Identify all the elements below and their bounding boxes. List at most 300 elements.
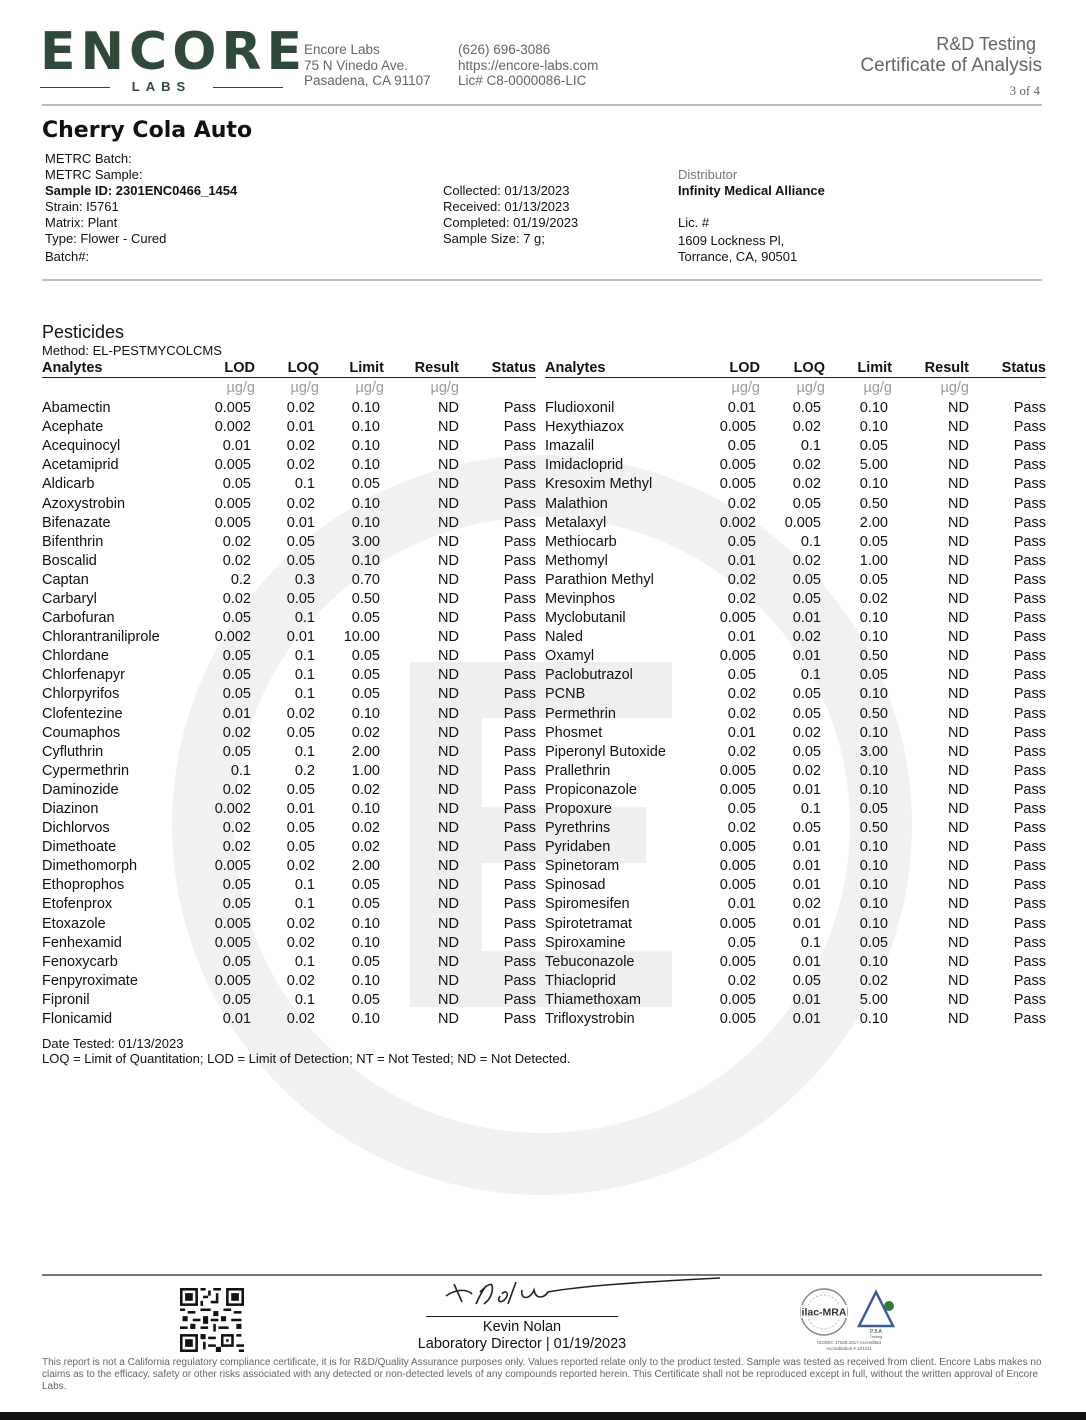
limit-value: 0.70 (351, 571, 380, 588)
table-row (42, 724, 536, 743)
analyte-name: Etofenprox (42, 896, 113, 913)
signer-name: Kevin Nolan (482, 1319, 562, 1335)
status-value: Pass (503, 1011, 536, 1028)
limit-value: 0.10 (351, 495, 380, 512)
result-value: ND (438, 419, 459, 436)
analyte-name: Abamectin (42, 400, 111, 417)
status-value: Pass (503, 743, 536, 760)
loq-value: 0.1 (800, 801, 821, 818)
loq-value: 0.02 (792, 457, 821, 474)
limit-value: 0.10 (351, 934, 380, 951)
limit-value: 0.05 (351, 877, 380, 894)
lod-value: 0.005 (719, 915, 756, 932)
analyte-name: Fenpyroximate (42, 972, 138, 989)
lod-value: 0.01 (727, 552, 756, 569)
lod-value: 0.02 (222, 781, 251, 798)
analyte-name: Daminozide (42, 781, 119, 798)
lod-value: 0.005 (719, 877, 756, 894)
limit-value: 0.05 (351, 648, 380, 665)
limit-value: 5.00 (859, 991, 888, 1008)
loq-value: 0.005 (784, 514, 821, 531)
loq-value: 0.05 (792, 686, 821, 703)
analyte-name: Hexythiazox (545, 419, 624, 436)
result-value: ND (438, 552, 459, 569)
analyte-name: Pyridaben (545, 839, 611, 856)
loq-value: 0.02 (286, 457, 315, 474)
lod-value: 0.05 (222, 648, 251, 665)
result-value: ND (438, 533, 459, 550)
loq-value: 0.02 (792, 552, 821, 569)
result-value: ND (948, 801, 969, 818)
table-row (42, 705, 536, 724)
analyte-name: Flonicamid (42, 1011, 113, 1028)
limit-value: 0.50 (859, 820, 888, 837)
limit-value: 0.05 (351, 667, 380, 684)
distributor-block (678, 167, 825, 265)
status-value: Pass (503, 400, 536, 417)
status-value: Pass (1013, 571, 1046, 588)
limit-value: 0.10 (859, 686, 888, 703)
lab-phone: (626) 696-3086 (458, 42, 551, 57)
lod-value: 0.005 (719, 610, 756, 627)
status-value: Pass (1013, 667, 1046, 684)
analyte-name: Chlorpyrifos (42, 686, 120, 703)
result-value: ND (948, 400, 969, 417)
analyte-name: Thiacloprid (545, 972, 616, 989)
result-value: ND (438, 514, 459, 531)
analyte-name: Thiamethoxam (545, 991, 641, 1008)
lod-value: 0.1 (230, 762, 251, 779)
sample-dates (443, 183, 578, 247)
status-value: Pass (1013, 610, 1046, 627)
strain: Strain: I5761 (45, 199, 119, 214)
status-value: Pass (1013, 629, 1046, 646)
result-value: ND (948, 743, 969, 760)
status-value: Pass (503, 953, 536, 970)
result-value: ND (948, 571, 969, 588)
limit-value: 0.02 (351, 781, 380, 798)
status-value: Pass (1013, 781, 1046, 798)
analyte-name: Myclobutanil (545, 610, 626, 627)
limit-value: 3.00 (351, 533, 380, 550)
loq-value: 0.05 (286, 533, 315, 550)
table-row (545, 494, 1046, 513)
report-type: R&D Testing (936, 34, 1036, 54)
loq-value: 0.02 (286, 915, 315, 932)
result-value: ND (948, 438, 969, 455)
analyte-name: Methiocarb (545, 533, 617, 550)
result-value: ND (948, 686, 969, 703)
table-row (545, 590, 1046, 609)
status-value: Pass (1013, 495, 1046, 512)
col-result: Result (384, 359, 459, 378)
table-row (42, 552, 536, 571)
result-value: ND (948, 667, 969, 684)
table-row (545, 514, 1046, 533)
analyte-name: Spiromesifen (545, 896, 630, 913)
analyte-name: Acequinocyl (42, 438, 121, 455)
loq-value: 0.02 (286, 705, 315, 722)
col-status: Status (459, 359, 536, 378)
col-limit: Limit (319, 359, 384, 378)
table-row (42, 876, 536, 895)
table-row (42, 857, 536, 876)
sample-type: Type: Flower - Cured (45, 231, 167, 246)
limit-value: 0.10 (859, 419, 888, 436)
sample-size: Sample Size: 7 g; (443, 231, 545, 246)
result-value: ND (438, 839, 459, 856)
result-value: ND (438, 476, 459, 493)
loq-value: 0.05 (286, 839, 315, 856)
status-value: Pass (503, 514, 536, 531)
loq-value: 0.05 (286, 552, 315, 569)
col-loq: LOQ (255, 359, 319, 378)
status-value: Pass (1013, 743, 1046, 760)
product-title: Cherry Cola Auto (42, 118, 253, 143)
qr-code-icon[interactable] (180, 1288, 244, 1352)
status-value: Pass (503, 648, 536, 665)
lod-value: 0.02 (727, 571, 756, 588)
table-row (545, 781, 1046, 800)
result-value: ND (438, 648, 459, 665)
status-value: Pass (1013, 476, 1046, 493)
status-value: Pass (503, 877, 536, 894)
lod-value: 0.005 (214, 915, 251, 932)
lod-value: 0.005 (214, 400, 251, 417)
loq-value: 0.1 (294, 610, 315, 627)
lab-address-line1: 75 N Vinedo Ave. (304, 57, 408, 73)
unit-cell (969, 378, 1046, 400)
loq-value: 0.1 (800, 934, 821, 951)
status-value: Pass (503, 495, 536, 512)
analyte-name: Prallethrin (545, 762, 611, 779)
lod-value: 0.05 (222, 686, 251, 703)
status-value: Pass (1013, 858, 1046, 875)
status-value: Pass (1013, 972, 1046, 989)
loq-value: 0.01 (286, 514, 315, 531)
lod-value: 0.01 (727, 400, 756, 417)
lod-value: 0.02 (222, 839, 251, 856)
result-value: ND (948, 858, 969, 875)
svg-text:PJLA: PJLA (870, 1329, 882, 1335)
status-value: Pass (1013, 820, 1046, 837)
table-row (42, 800, 536, 819)
status-value: Pass (503, 667, 536, 684)
lod-value: 0.01 (222, 438, 251, 455)
result-value: ND (438, 610, 459, 627)
limit-value: 0.10 (859, 915, 888, 932)
limit-value: 0.10 (351, 705, 380, 722)
analyte-name: Fenoxycarb (42, 953, 118, 970)
svg-text:Accreditation # 101411: Accreditation # 101411 (826, 1346, 872, 1351)
table-row (42, 1010, 536, 1029)
analyte-name: Dichlorvos (42, 820, 110, 837)
loq-value: 0.01 (792, 877, 821, 894)
result-value: ND (438, 991, 459, 1008)
table-row (545, 1010, 1046, 1029)
result-value: ND (948, 724, 969, 741)
result-value: ND (948, 552, 969, 569)
lod-value: 0.002 (719, 514, 756, 531)
report-title: Certificate of Analysis (860, 55, 1042, 76)
limit-value: 0.05 (859, 571, 888, 588)
analyte-name: Spiroxamine (545, 934, 626, 951)
director-signature (440, 1274, 730, 1318)
loq-value: 0.01 (286, 419, 315, 436)
status-value: Pass (1013, 953, 1046, 970)
status-value: Pass (1013, 839, 1046, 856)
analyte-name: Tebuconazole (545, 953, 635, 970)
result-value: ND (438, 972, 459, 989)
limit-value: 0.10 (859, 1011, 888, 1028)
loq-value: 0.05 (792, 495, 821, 512)
loq-value: 0.1 (800, 667, 821, 684)
distributor-address-line1: 1609 Lockness Pl, (678, 233, 785, 248)
completed-date: Completed: 01/19/2023 (443, 215, 579, 230)
result-value: ND (438, 820, 459, 837)
analyte-name: Kresoxim Methyl (545, 476, 653, 493)
lod-value: 0.005 (214, 972, 251, 989)
status-value: Pass (1013, 514, 1046, 531)
lod-value: 0.01 (727, 629, 756, 646)
limit-value: 0.10 (859, 762, 888, 779)
analyte-name: Pyrethrins (545, 820, 611, 837)
table-row (42, 781, 536, 800)
status-value: Pass (503, 419, 536, 436)
lod-value: 0.02 (222, 552, 251, 569)
status-value: Pass (1013, 724, 1046, 741)
result-value: ND (438, 495, 459, 512)
bottom-bar (0, 1412, 1086, 1420)
analyte-name: Propiconazole (545, 781, 637, 798)
table-row (545, 609, 1046, 628)
limit-value: 0.02 (351, 724, 380, 741)
loq-value: 0.3 (294, 571, 315, 588)
analyte-name: Bifenazate (42, 514, 111, 531)
result-value: ND (438, 858, 459, 875)
lod-value: 0.05 (727, 667, 756, 684)
analyte-name: Metalaxyl (545, 514, 607, 531)
status-value: Pass (503, 476, 536, 493)
limit-value: 0.02 (859, 590, 888, 607)
limit-value: 0.10 (351, 400, 380, 417)
table-header-row (42, 359, 536, 378)
limit-value: 0.05 (859, 667, 888, 684)
limit-value: 0.05 (351, 476, 380, 493)
table-row (545, 800, 1046, 819)
table-row (545, 895, 1046, 914)
status-value: Pass (503, 820, 536, 837)
analyte-name: Ethoprophos (42, 877, 125, 894)
lod-value: 0.2 (230, 571, 251, 588)
loq-value: 0.01 (286, 629, 315, 646)
lab-website[interactable]: https://encore-labs.com (458, 57, 599, 73)
table-row (42, 915, 536, 934)
encore-logo: ENCORE (40, 22, 307, 82)
analyte-name: Fipronil (42, 991, 90, 1008)
pesticides-table-left (42, 359, 536, 1029)
loq-value: 0.02 (792, 419, 821, 436)
result-value: ND (438, 953, 459, 970)
table-row (42, 590, 536, 609)
table-row (545, 819, 1046, 838)
table-row (42, 628, 536, 647)
analyte-name: Chlorfenapyr (42, 667, 126, 684)
loq-value: 0.05 (792, 590, 821, 607)
status-value: Pass (1013, 762, 1046, 779)
table-row (545, 533, 1046, 552)
notes (42, 1036, 570, 1066)
loq-value: 0.05 (286, 724, 315, 741)
analyte-name: Chlorantraniliprole (42, 629, 160, 646)
status-value: Pass (1013, 877, 1046, 894)
limit-value: 1.00 (859, 552, 888, 569)
status-value: Pass (503, 610, 536, 627)
result-value: ND (438, 667, 459, 684)
table-row (42, 399, 536, 418)
result-value: ND (438, 438, 459, 455)
limit-value: 0.10 (859, 476, 888, 493)
analyte-name: PCNB (545, 686, 586, 703)
disclaimer: This report is not a California regulatory compliance certificate, it is for R&D/Quality Assurance purposes only. Values reported relate only to the product tested. Sample was tested as received from client. Encore Labs makes no claims as to the efficacy, safety or other risks associated with any detected or non-detected levels of any compounds reported herein. This Certificate shall not be reproduced except in full, without the written approval of Encore Labs. (42, 1357, 1042, 1392)
loq-value: 0.02 (286, 934, 315, 951)
col-result: Result (892, 359, 969, 378)
analyte-name: Cypermethrin (42, 762, 130, 779)
analyte-name: Captan (42, 571, 89, 588)
unit-cell (42, 378, 199, 400)
unit-cell: µg/g (290, 380, 319, 396)
signer-block (380, 1319, 664, 1353)
limit-value: 0.10 (351, 514, 380, 531)
result-value: ND (438, 896, 459, 913)
result-value: ND (438, 915, 459, 932)
loq-value: 0.1 (294, 896, 315, 913)
table-row (545, 571, 1046, 590)
lab-license: Lic# C8-0000086-LIC (458, 73, 587, 88)
unit-cell: µg/g (796, 380, 825, 396)
limit-value: 0.10 (351, 438, 380, 455)
status-value: Pass (1013, 648, 1046, 665)
table-row (545, 724, 1046, 743)
unit-cell: µg/g (863, 380, 892, 396)
lod-value: 0.005 (719, 476, 756, 493)
status-value: Pass (503, 571, 536, 588)
table-row (545, 475, 1046, 494)
result-value: ND (438, 743, 459, 760)
analyte-name: Fludioxonil (545, 400, 615, 417)
metrc-sample: METRC Sample: (45, 167, 143, 182)
analyte-name: Trifloxystrobin (545, 1011, 635, 1028)
analyte-name: Dimethoate (42, 839, 117, 856)
table-row (42, 762, 536, 781)
lod-value: 0.005 (719, 1011, 756, 1028)
lod-value: 0.005 (719, 839, 756, 856)
table-row (545, 762, 1046, 781)
lod-value: 0.05 (222, 743, 251, 760)
limit-value: 0.05 (351, 991, 380, 1008)
analyte-name: Parathion Methyl (545, 571, 654, 588)
table-row (545, 934, 1046, 953)
table-row (545, 399, 1046, 418)
analyte-name: Carbofuran (42, 610, 115, 627)
distributor-spacer (678, 199, 825, 215)
loq-value: 0.05 (792, 743, 821, 760)
loq-value: 0.02 (286, 438, 315, 455)
limit-value: 0.10 (351, 801, 380, 818)
analyte-name: Diazinon (42, 801, 99, 818)
lod-value: 0.02 (727, 686, 756, 703)
lod-value: 0.01 (727, 724, 756, 741)
loq-value: 0.05 (792, 571, 821, 588)
table-row (545, 437, 1046, 456)
table-row (42, 514, 536, 533)
result-value: ND (948, 419, 969, 436)
limit-value: 0.05 (859, 533, 888, 550)
lod-value: 0.01 (222, 1011, 251, 1028)
section-title: Pesticides (42, 322, 125, 342)
lod-value: 0.005 (214, 457, 251, 474)
analyte-name: Acetamiprid (42, 457, 119, 474)
analyte-name: Phosmet (545, 724, 603, 741)
lab-name: Encore Labs (304, 42, 380, 57)
lod-value: 0.02 (727, 495, 756, 512)
svg-text:ilac-MRA: ilac-MRA (801, 1306, 847, 1319)
table-row (42, 895, 536, 914)
lab-address-line2: Pasadena, CA 91107 (304, 73, 431, 88)
lod-value: 0.02 (727, 972, 756, 989)
limit-value: 3.00 (859, 743, 888, 760)
status-value: Pass (503, 705, 536, 722)
pesticides-table-right (545, 359, 1046, 1029)
lod-value: 0.005 (214, 495, 251, 512)
sample-id: Sample ID: 2301ENC0466_1454 (45, 183, 238, 198)
loq-value: 0.1 (294, 953, 315, 970)
limit-value: 0.10 (859, 877, 888, 894)
result-value: ND (438, 571, 459, 588)
limit-value: 0.10 (859, 953, 888, 970)
lod-value: 0.005 (719, 762, 756, 779)
analyte-name: Spinetoram (545, 858, 620, 875)
distributor-address-line2: Torrance, CA, 90501 (678, 249, 798, 264)
lod-value: 0.005 (719, 781, 756, 798)
loq-value: 0.02 (792, 629, 821, 646)
result-value: ND (438, 762, 459, 779)
table-row (42, 934, 536, 953)
limit-value: 0.05 (859, 438, 888, 455)
status-value: Pass (503, 533, 536, 550)
result-value: ND (948, 915, 969, 932)
status-value: Pass (1013, 438, 1046, 455)
limit-value: 0.10 (859, 858, 888, 875)
lod-value: 0.002 (214, 419, 251, 436)
loq-value: 0.01 (792, 953, 821, 970)
limit-value: 0.10 (859, 610, 888, 627)
result-value: ND (948, 590, 969, 607)
limit-value: 0.10 (351, 1011, 380, 1028)
status-value: Pass (503, 781, 536, 798)
lod-value: 0.002 (214, 629, 251, 646)
status-value: Pass (503, 991, 536, 1008)
result-value: ND (948, 896, 969, 913)
lod-value: 0.005 (214, 934, 251, 951)
loq-value: 0.02 (286, 858, 315, 875)
header-divider (42, 104, 1042, 106)
sample-divider (42, 279, 1042, 281)
distributor-license: Lic. # (678, 215, 710, 230)
lod-value: 0.005 (719, 991, 756, 1008)
limit-value: 0.10 (859, 724, 888, 741)
col-loq: LOQ (760, 359, 825, 378)
